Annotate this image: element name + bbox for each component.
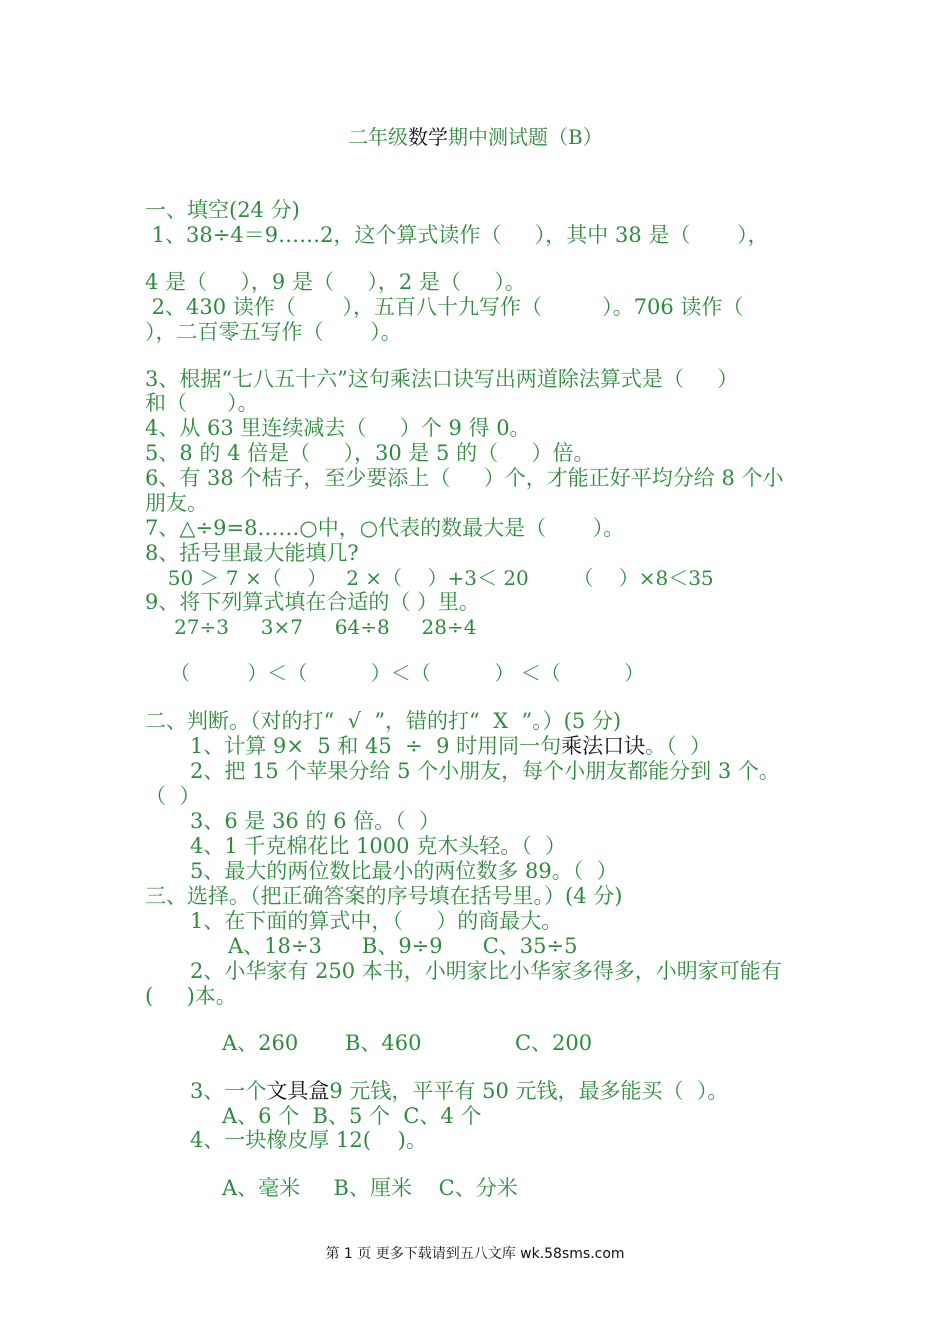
s1-q2-line2: ），二百零五写作（ ）。 [145, 320, 402, 344]
s1-q5: 5、8 的 4 倍是（ ），30 是 5 的（ ）倍。 [145, 441, 595, 465]
s3-q1: 1、在下面的算式中，（ ）的商最大。 [190, 909, 563, 933]
s1-q3-line1: 3、根据“七八五十六”这句乘法口诀写出两道除法算式是（ ） [145, 367, 739, 391]
s2-item1-highlight: 乘法口诀 [561, 734, 646, 758]
s2-item5: 5、最大的两位数比最小的两位数多 89。（ ） [190, 859, 618, 883]
s2-item1-text: 1、计算 9× 5 和 45 ÷ 9 时用同一句 [190, 734, 562, 758]
s1-q6-line2: 朋友。 [145, 491, 208, 515]
s2-item3: 3、6 是 36 的 6 倍。（ ） [190, 809, 441, 833]
s1-q2-line1: 2、430 读作（ ），五百八十九写作（ ）。706 读作（ [145, 295, 744, 319]
s1-q7: 7、△÷9=8……○中，○代表的数最大是（ ）。 [145, 516, 625, 540]
s3-q3-tail: 9 元钱，平平有 50 元钱，最多能买（ ）。 [329, 1079, 729, 1103]
s3-q4-options: A、毫米 B、厘米 C、分米 [222, 1176, 518, 1200]
s1-q9-expressions: 27÷3 3×7 64÷8 28÷4 [155, 615, 477, 639]
s1-q1-line1: 1、38÷4＝9……2，这个算式读作（ ），其中 38 是（ ）， [145, 223, 769, 247]
s3-q3-options: A、6 个 B、5 个 C、4 个 [222, 1104, 482, 1128]
s3-q1-options: A、18÷3 B、9÷9 C、35÷5 [228, 934, 578, 958]
s2-item1 [190, 733, 711, 759]
s2-item2-line2: （ ） [145, 784, 201, 808]
section-1-header: 一、填空(24 分) [145, 198, 300, 222]
page-title [348, 124, 603, 150]
s3-q3 [190, 1078, 728, 1104]
s1-q1-line2: 4 是（ ），9 是（ ），2 是（ ）。 [145, 270, 526, 294]
title-part: 期中测试题（B） [448, 125, 603, 149]
section-3-header: 三、选择。（把正确答案的序号填在括号里。）(4 分) [145, 884, 623, 908]
s3-q2-options: A、260 B、460 C、200 [222, 1031, 593, 1055]
s1-q3-line2: 和（ ）。 [145, 391, 259, 415]
s3-q3-text: 3、一个 [190, 1079, 267, 1103]
title-part: 二年级 [348, 125, 408, 149]
s1-q8: 8、括号里最大能填几? [145, 541, 359, 565]
page-footer: 第 1 页 更多下载请到五八文库 wk.58sms.com [325, 1246, 625, 1262]
s3-q3-highlight: 文具盒 [266, 1079, 330, 1103]
s2-item1-tail: 。（ ） [645, 734, 711, 758]
title-part-highlight: 数学 [408, 125, 448, 149]
s1-q8-row: 50 ＞ 7 ×（ ） 2 ×（ ）+3＜ 20 （ ）×8＜35 [155, 566, 714, 590]
s2-item4: 4、1 千克棉花比 1000 克木头轻。（ ） [190, 834, 567, 858]
s1-q6-line1: 6、有 38 个桔子，至少要添上（ ）个，才能正好平均分给 8 个小 [145, 466, 784, 490]
s2-item2-line1: 2、把 15 个苹果分给 5 个小朋友，每个小朋友都能分到 3 个。 [190, 759, 780, 783]
s3-q2-line1: 2、小华家有 250 本书，小明家比小华家多得多，小明家可能有 [190, 959, 782, 983]
s1-q4: 4、从 63 里连续减去（ ）个 9 得 0。 [145, 416, 531, 440]
s3-q2-line2: ( )本。 [145, 984, 237, 1008]
s1-q9-compare-row: （ ）＜（ ）＜（ ） ＜（ ） [170, 661, 645, 685]
s1-q9: 9、将下列算式填在合适的（ ）里。 [145, 590, 481, 614]
s3-q4: 4、一块橡皮厚 12( )。 [190, 1128, 427, 1152]
section-2-header: 二、判断。（对的打“ √ ”，错的打“ X ”。）(5 分) [145, 709, 622, 733]
